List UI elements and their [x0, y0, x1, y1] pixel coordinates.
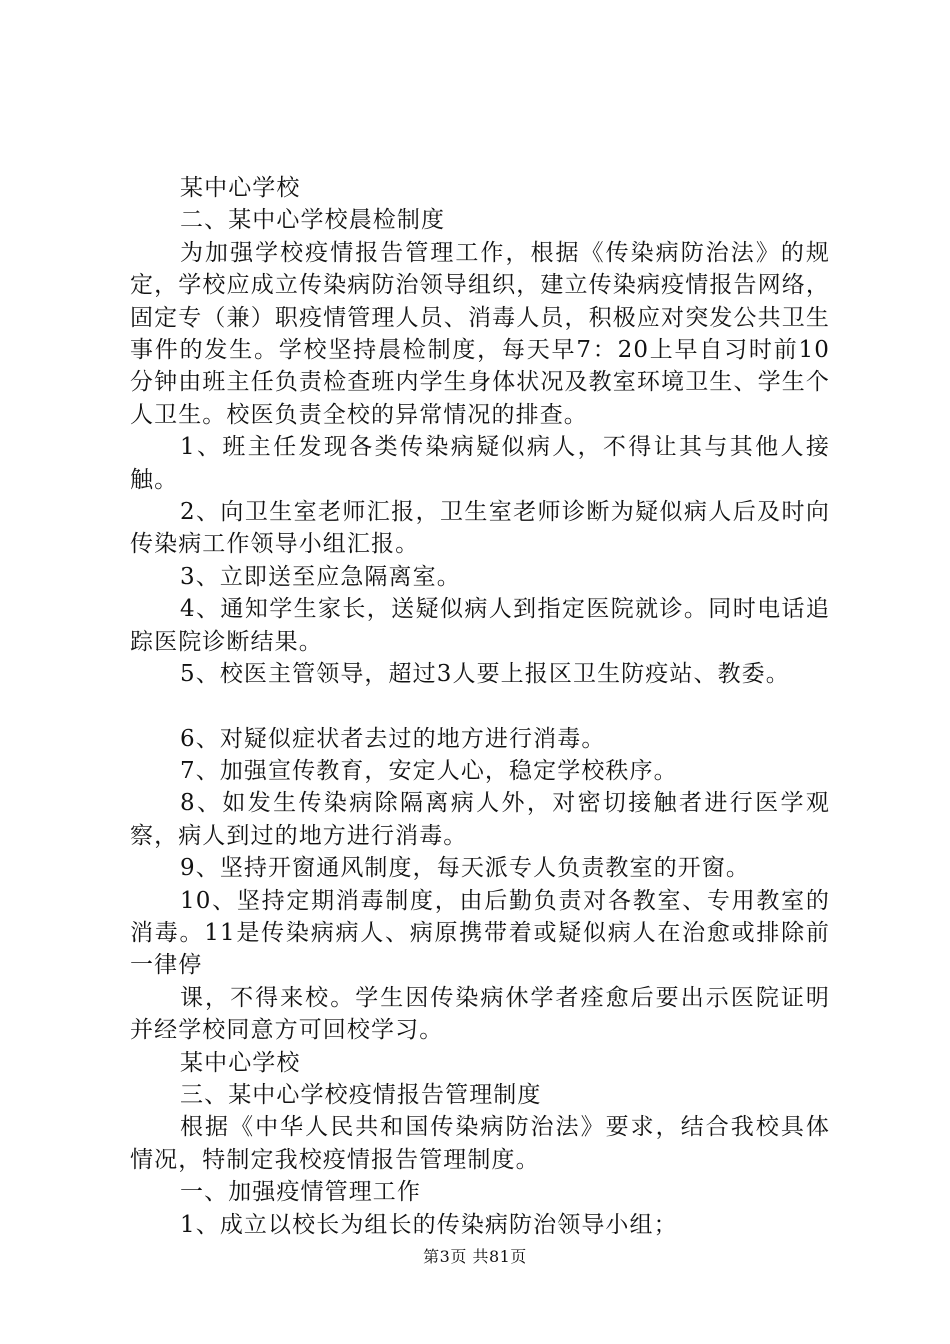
list-item-9: 9、坚持开窗通风制度，每天派专人负责教室的开窗。	[180, 855, 751, 882]
subheading-management: 一、加强疫情管理工作	[180, 1179, 421, 1206]
list-item-8: 8、如发生传染病除隔离病人外，对密切接触者进行医学观察，病人到过的地方进行消毒。	[130, 790, 830, 849]
paragraph-report-intro: 根据《中华人民共和国传染病防治法》要求，结合我校具体情况，特制定我校疫情报告管理制度。	[130, 1114, 830, 1173]
list-item-6: 6、对疑似症状者去过的地方进行消毒。	[180, 725, 606, 752]
list-item-management-1: 1、成立以校长为组长的传染病防治领导小组；	[180, 1211, 678, 1238]
list-item-3: 3、立即送至应急隔离室。	[180, 563, 461, 590]
list-item-2: 2、向卫生室老师汇报，卫生室老师诊断为疑似病人后及时向传染病工作领导小组汇报。	[130, 499, 830, 558]
paragraph-continuation: 课，不得来校。学生因传染病休学者痊愈后要出示医院证明并经学校同意方可回校学习。	[130, 984, 830, 1044]
list-item-7: 7、加强宣传教育，安定人心，稳定学校秩序。	[180, 757, 678, 784]
document-body	[130, 172, 830, 1241]
list-item-10: 10、坚持定期消毒制度，由后勤负责对各教室、专用教室的消毒。11是传染病病人、病原携带着或疑似病人在治愈或排除前一律停	[130, 887, 830, 979]
section-heading-epidemic-report: 三、某中心学校疫情报告管理制度	[180, 1081, 542, 1108]
section-heading-morning-check: 二、某中心学校晨检制度	[180, 207, 446, 234]
page-number-footer: 第3页 共81页	[423, 1247, 527, 1266]
paragraph-school-name: 某中心学校	[180, 175, 301, 201]
list-item-4: 4、通知学生家长，送疑似病人到指定医院就诊。同时电话追踪医院诊断结果。	[130, 596, 830, 655]
paragraph-intro: 为加强学校疫情报告管理工作，根据《传染病防治法》的规定，学校应成立传染病防治领导组织，建立传染病疫情报告网络，固定专（兼）职疫情管理人员、消毒人员，积极应对突发公共卫生事件的发生。学校坚持晨检制度，每天早7：20上早自习时前10分钟由班主任负责检查班内学生身体状况及教室环境卫生、学生个人卫生。校医负责全校的异常情况的排查。	[130, 239, 830, 428]
list-item-1: 1、班主任发现各类传染病疑似病人，不得让其与其他人接触。	[130, 434, 830, 493]
paragraph-school-name-2: 某中心学校	[180, 1049, 301, 1076]
list-item-5: 5、校医主管领导，超过3人要上报区卫生防疫站、教委。	[180, 661, 790, 688]
